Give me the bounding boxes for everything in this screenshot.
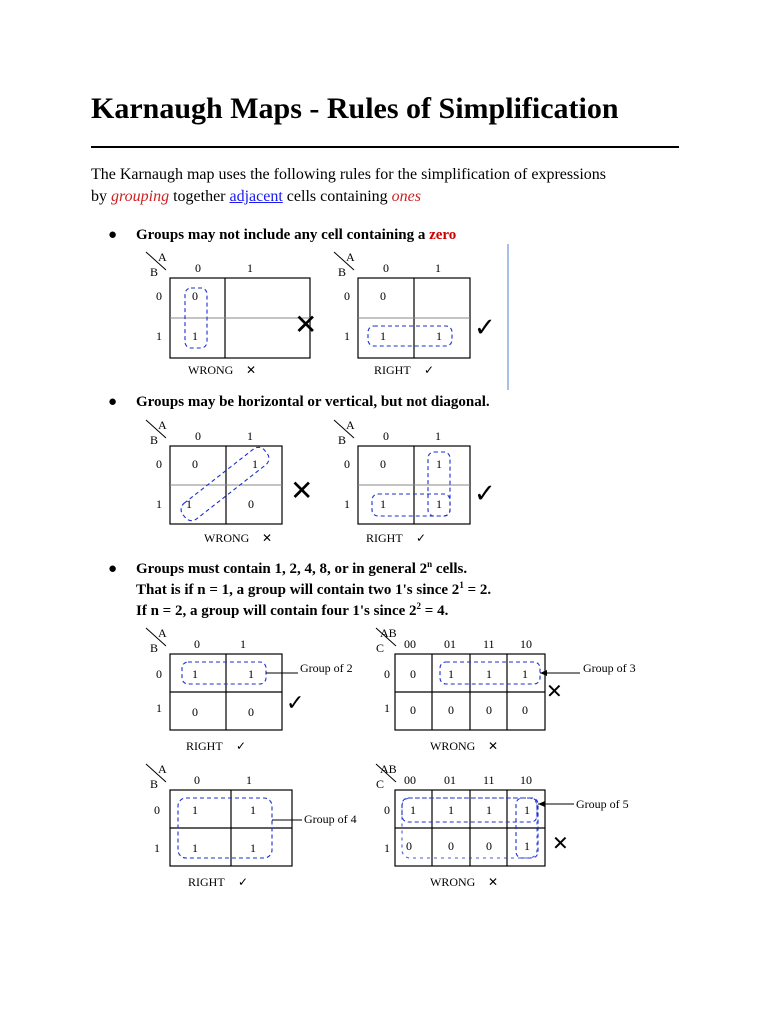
cell-value: 1 (436, 497, 442, 511)
svg-text:00: 00 (404, 773, 416, 787)
svg-text:0: 0 (410, 703, 416, 717)
svg-text:1: 1 (448, 667, 454, 681)
title-divider (91, 146, 679, 148)
page-title: Karnaugh Maps - Rules of Simplification (91, 92, 619, 125)
intro-text: by (91, 188, 111, 205)
svg-text:A: A (346, 418, 355, 432)
ones-emphasis: ones (391, 188, 421, 205)
verdict-label: WRONG (204, 531, 250, 545)
svg-text:1: 1 (192, 803, 198, 817)
svg-text:0: 0 (156, 667, 162, 681)
svg-text:01: 01 (444, 637, 456, 651)
check-icon: ✓ (286, 690, 305, 715)
var-b-label: B (150, 265, 159, 279)
check-icon: ✓ (238, 875, 249, 889)
svg-text:1: 1 (384, 841, 390, 855)
cell-value: 0 (380, 457, 386, 471)
svg-text:0: 0 (448, 703, 454, 717)
rule-3-line-3: If n = 2, a group will contain four 1's since $2^2 = 4$. (136, 601, 449, 619)
svg-text:1: 1 (435, 261, 441, 275)
verdict-label: RIGHT (366, 531, 403, 545)
svg-text:01: 01 (444, 773, 456, 787)
svg-text:1: 1 (156, 701, 162, 715)
svg-text:1: 1 (524, 839, 530, 853)
svg-text:11: 11 (483, 637, 495, 651)
kmap-rule2-wrong (140, 418, 330, 553)
verdict-label: WRONG (430, 875, 476, 889)
intro-paragraph (91, 164, 691, 208)
cross-icon: ✕ (294, 310, 318, 341)
svg-text:0: 0 (522, 703, 528, 717)
cell-value: 1 (248, 667, 254, 681)
verdict-label: RIGHT (188, 875, 225, 889)
svg-text:0: 0 (383, 261, 389, 275)
verdict-label: WRONG (188, 363, 234, 377)
kmap-rule2-right (328, 418, 518, 553)
check-icon: ✓ (416, 531, 427, 545)
svg-text:B: B (338, 433, 347, 447)
bullet-icon: ● (108, 394, 118, 410)
svg-text:AB: AB (380, 626, 397, 640)
verdict-label: WRONG (430, 739, 476, 753)
svg-text:0: 0 (383, 429, 389, 443)
svg-text:C: C (376, 777, 385, 791)
cell-value: 0 (192, 457, 198, 471)
cell-value: 0 (248, 705, 254, 719)
svg-text:AB: AB (380, 762, 397, 776)
svg-text:1: 1 (344, 497, 350, 511)
cell-value: 1 (192, 667, 198, 681)
svg-text:11: 11 (483, 773, 495, 787)
svg-text:1: 1 (192, 841, 198, 855)
svg-text:A: A (158, 418, 167, 432)
svg-text:0: 0 (410, 667, 416, 681)
svg-text:1: 1 (344, 329, 350, 343)
verdict-label: RIGHT (186, 739, 223, 753)
intro-text: cells containing (282, 188, 392, 205)
svg-text:1: 1 (522, 667, 528, 681)
zero-emphasis: zero (429, 227, 457, 243)
group-annotation: Group of 5 (576, 797, 629, 811)
grouping-emphasis: grouping (111, 188, 170, 205)
svg-text:1: 1 (524, 803, 530, 817)
cell-value: 1 (380, 329, 386, 343)
svg-text:B: B (150, 433, 159, 447)
kmap-rule3-group-of-4 (140, 762, 370, 894)
svg-text:0: 0 (195, 429, 201, 443)
adjacent-link[interactable]: adjacent (229, 188, 283, 205)
cell-value: 0 (380, 289, 386, 303)
rule-3-line-2: That is if n = 1, a group will contain two 1's since $2^1 = 2$. (136, 580, 492, 598)
var-a-label: A (158, 250, 167, 264)
svg-text:1: 1 (246, 773, 252, 787)
cell-value: 1 (186, 497, 192, 511)
kmap-rule1-right (328, 250, 518, 390)
check-icon: ✓ (424, 363, 435, 377)
intro-text: together (169, 188, 230, 205)
svg-text:A: A (158, 626, 167, 640)
svg-text:1: 1 (448, 803, 454, 817)
svg-text:B: B (150, 641, 159, 655)
svg-text:1: 1 (486, 803, 492, 817)
cross-icon: ✕ (488, 875, 499, 889)
svg-text:00: 00 (404, 637, 416, 651)
cell-value: 1 (252, 457, 258, 471)
rule-3-line-1: Groups must contain 1, 2, 4, 8, or in general 2$^n$ cells. (136, 559, 468, 577)
row-label: 0 (156, 289, 162, 303)
cell-value: 0 (248, 497, 254, 511)
cross-icon: ✕ (546, 681, 563, 703)
svg-text:1: 1 (435, 429, 441, 443)
svg-text:0: 0 (194, 637, 200, 651)
group-annotation: Group of 4 (304, 812, 357, 826)
svg-text:0: 0 (344, 289, 350, 303)
svg-text:0: 0 (384, 803, 390, 817)
svg-text:0: 0 (448, 839, 454, 853)
cross-icon: ✕ (262, 531, 273, 545)
kmap-rule1-wrong (140, 250, 330, 390)
svg-text:1: 1 (156, 497, 162, 511)
cell-value: 0 (192, 705, 198, 719)
svg-text:1: 1 (247, 429, 253, 443)
svg-text:0: 0 (406, 839, 412, 853)
col-label: 0 (195, 261, 201, 275)
check-icon: ✓ (474, 313, 496, 342)
svg-text:0: 0 (154, 803, 160, 817)
svg-text:0: 0 (156, 457, 162, 471)
svg-text:0: 0 (486, 703, 492, 717)
bullet-icon: ● (108, 561, 118, 577)
svg-text:C: C (376, 641, 385, 655)
kmap-rule3-group-of-5 (370, 762, 670, 894)
cross-icon: ✕ (290, 476, 314, 507)
svg-text:1: 1 (250, 803, 256, 817)
check-icon: ✓ (474, 479, 496, 508)
svg-text:0: 0 (344, 457, 350, 471)
svg-text:0: 0 (384, 667, 390, 681)
cross-icon: ✕ (552, 833, 569, 855)
svg-text:10: 10 (520, 773, 532, 787)
svg-text:0: 0 (486, 839, 492, 853)
cell-value: 1 (192, 329, 198, 343)
svg-text:1: 1 (410, 803, 416, 817)
col-label: 1 (247, 261, 253, 275)
kmap-rule3-group-of-3 (370, 626, 670, 758)
kmap-rule3-group-of-2 (140, 626, 370, 758)
check-icon: ✓ (236, 739, 247, 753)
cell-value: 0 (192, 289, 198, 303)
rule-1-text: Groups may not include any cell containing a (136, 227, 430, 243)
svg-text:1: 1 (486, 667, 492, 681)
cell-value: 1 (436, 329, 442, 343)
cross-icon: ✕ (488, 739, 499, 753)
svg-text:B: B (338, 265, 347, 279)
cell-value: 1 (436, 457, 442, 471)
group-annotation: Group of 2 (300, 661, 353, 675)
svg-text:A: A (346, 250, 355, 264)
svg-text:1: 1 (240, 637, 246, 651)
cell-value: 1 (380, 497, 386, 511)
svg-text:10: 10 (520, 637, 532, 651)
verdict-label: RIGHT (374, 363, 411, 377)
svg-text:0: 0 (194, 773, 200, 787)
svg-text:1: 1 (384, 701, 390, 715)
svg-text:1: 1 (154, 841, 160, 855)
svg-text:A: A (158, 762, 167, 776)
bullet-icon: ● (108, 227, 118, 243)
rule-2-text: Groups may be horizontal or vertical, but not diagonal. (136, 394, 490, 410)
row-label: 1 (156, 329, 162, 343)
group-annotation: Group of 3 (583, 661, 636, 675)
svg-text:1: 1 (250, 841, 256, 855)
cross-icon: ✕ (246, 363, 257, 377)
svg-text:B: B (150, 777, 159, 791)
intro-line-1: The Karnaugh map uses the following rules for the simplification of expressions (91, 166, 606, 183)
